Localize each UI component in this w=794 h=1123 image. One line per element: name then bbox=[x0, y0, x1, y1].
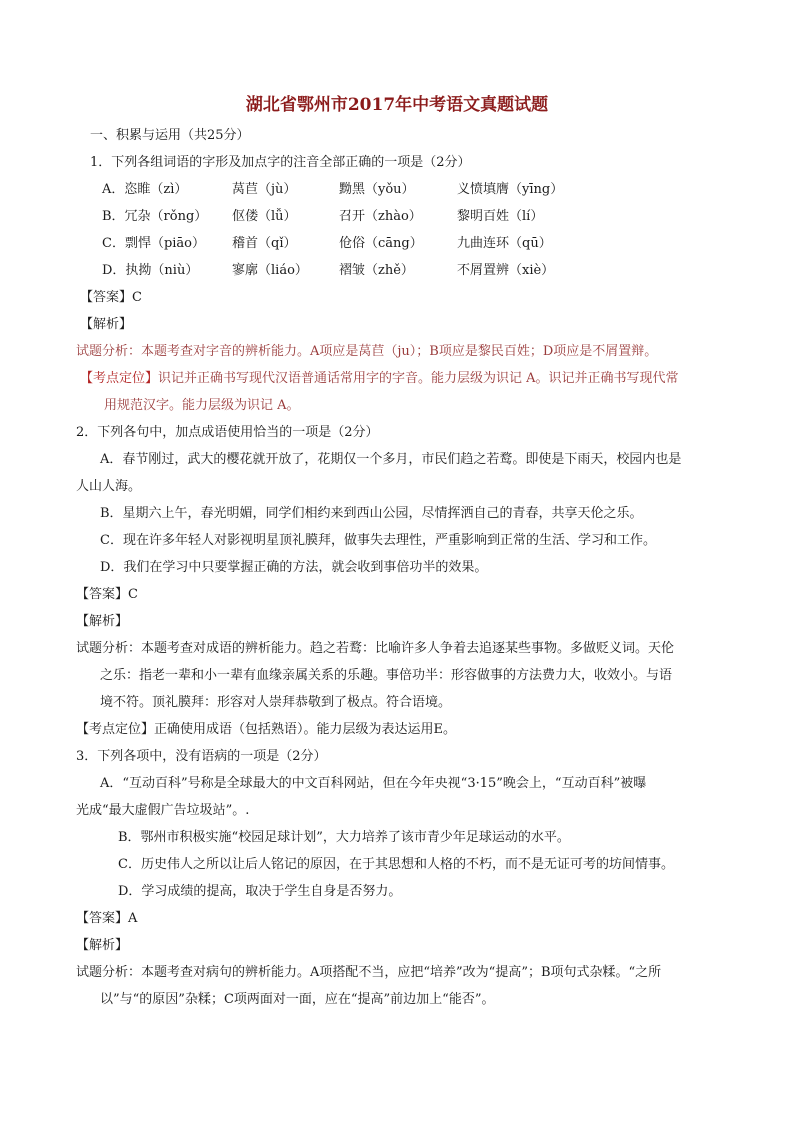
q1-c-4: 九曲连环（qū） bbox=[457, 236, 552, 251]
q3-analysis-2: 以”与“的原因”杂糅；C项两面对一面，应在“提高”前边加上“能否”。 bbox=[100, 992, 495, 1007]
q3-option-b: B．鄂州市积极实施“校园足球计划”，大力培养了该市青少年足球运动的水平。 bbox=[118, 830, 570, 845]
q1-option-row-a bbox=[0, 176, 794, 203]
question-2-stem: 2．下列各句中，加点成语使用恰当的一项是（2分） bbox=[76, 425, 379, 440]
q2-point: 【考点定位】正确使用成语（包括熟语）。能力层级为表达运用E。 bbox=[76, 722, 456, 737]
q2-analysis-2: 之乐：指老一辈和小一辈有血缘亲属关系的乐趣。事倍功半：形容做事的方法费力大，收效小。与语 bbox=[100, 668, 673, 683]
q1-a-1: A．恣睢（zì） bbox=[102, 182, 188, 197]
q1-b-3: 召开（zhào） bbox=[339, 209, 422, 224]
question-3-stem: 3．下列各项中，没有语病的一项是（2分） bbox=[76, 749, 327, 764]
q1-option-row-b bbox=[0, 203, 794, 230]
q1-a-2: 莴苣（jù） bbox=[232, 182, 297, 197]
q1-d-4: 不屑置辨（xiè） bbox=[457, 263, 555, 278]
q1-option-row-c bbox=[0, 230, 794, 257]
q1-c-1: C．剽悍（piāo） bbox=[102, 236, 206, 251]
q2-analysis-label: 【解析】 bbox=[76, 614, 129, 629]
q2-option-c: C．现在许多年轻人对影视明星顶礼膜拜，做事失去理性，严重影响到正常的生活、学习和工作。 bbox=[100, 533, 656, 548]
q1-option-row-d bbox=[0, 257, 794, 284]
q3-option-d: D．学习成绩的提高，取决于学生自身是否努力。 bbox=[118, 884, 402, 899]
q2-analysis-3: 境不符。顶礼膜拜：形容对人崇拜恭敬到了极点。符合语境。 bbox=[100, 695, 452, 710]
q1-d-3: 褶皱（zhě） bbox=[339, 263, 414, 278]
q1-b-4: 黎明百姓（lí） bbox=[457, 209, 544, 224]
q3-answer: 【答案】A bbox=[76, 911, 138, 926]
page-title: 湖北省鄂州市2017年中考语文真题试题 bbox=[245, 95, 549, 115]
q3-option-a: A．“互动百科”号称是全球最大的中文百科网站，但在今年央视“3·15”晚会上，“互动百科”被曝 bbox=[100, 776, 647, 791]
q2-option-d: D．我们在学习中只要掌握正确的方法，就会收到事倍功半的效果。 bbox=[100, 560, 488, 575]
q1-point bbox=[0, 365, 794, 392]
q3-analysis-1: 试题分析：本题考查对病句的辨析能力。A项搭配不当，应把“培养”改为“提高”；B项句式杂糅。“之所 bbox=[76, 965, 662, 980]
q1-d-2: 寥廓（liáo） bbox=[232, 263, 308, 278]
q2-option-b: B．星期六上午，春光明媚，同学们相约来到西山公园，尽情挥洒自己的青春，共享天伦之乐。 bbox=[100, 506, 643, 521]
document-page bbox=[0, 92, 794, 1013]
q1-a-3: 黝黑（yǒu） bbox=[339, 182, 415, 197]
q1-answer: 【答案】C bbox=[80, 290, 142, 305]
q1-c-3: 伧俗（cāng） bbox=[339, 236, 423, 251]
q3-option-c: C．历史伟人之所以让后人铭记的原因，在于其思想和人格的不朽，而不是无证可考的坊间情事。 bbox=[118, 857, 674, 872]
q2-option-a-cont: 人山人海。 bbox=[76, 479, 142, 494]
q1-b-2: 伛偻（lǚ） bbox=[232, 209, 297, 224]
q1-point-text: 识记并正确书写现代汉语普通话常用字的字音。能力层级为识记 A。识记并正确书写现代常 bbox=[158, 371, 679, 386]
question-1-stem: 1．下列各组词语的字形及加点字的注音全部正确的一项是（2分） bbox=[90, 155, 471, 170]
q1-point-tag: 【考点定位】 bbox=[80, 371, 159, 386]
q2-option-a: A．春节刚过，武大的樱花就开放了，花期仅一个多月，市民们趋之若鹜。即使是下雨天，校园内也是 bbox=[100, 452, 682, 467]
section-heading: 一、积累与运用（共25分） bbox=[90, 128, 250, 143]
q1-b-1: B．冗杂（rǒng） bbox=[102, 209, 208, 224]
q3-option-a-cont: 光成“最大虚假广告垃圾站”。. bbox=[76, 803, 250, 818]
q2-answer: 【答案】C bbox=[76, 587, 138, 602]
q1-analysis: 试题分析：本题考查对字音的辨析能力。A项应是莴苣（ju）；B项应是黎民百姓；D项应是不屑置辩。 bbox=[76, 344, 658, 359]
q1-d-1: D．执拗（niù） bbox=[102, 263, 199, 278]
q1-analysis-label: 【解析】 bbox=[80, 317, 133, 332]
q1-a-4: 义愤填膺（yīng） bbox=[457, 182, 564, 197]
q1-c-2: 稽首（qǐ） bbox=[232, 236, 297, 251]
q2-analysis-1: 试题分析：本题考查对成语的辨析能力。趋之若鹜：比喻许多人争着去追逐某些事物。多做贬义词。天伦 bbox=[76, 641, 675, 656]
q1-point-cont: 用规范汉字。能力层级为识记 A。 bbox=[104, 398, 300, 413]
q3-analysis-label: 【解析】 bbox=[76, 938, 129, 953]
